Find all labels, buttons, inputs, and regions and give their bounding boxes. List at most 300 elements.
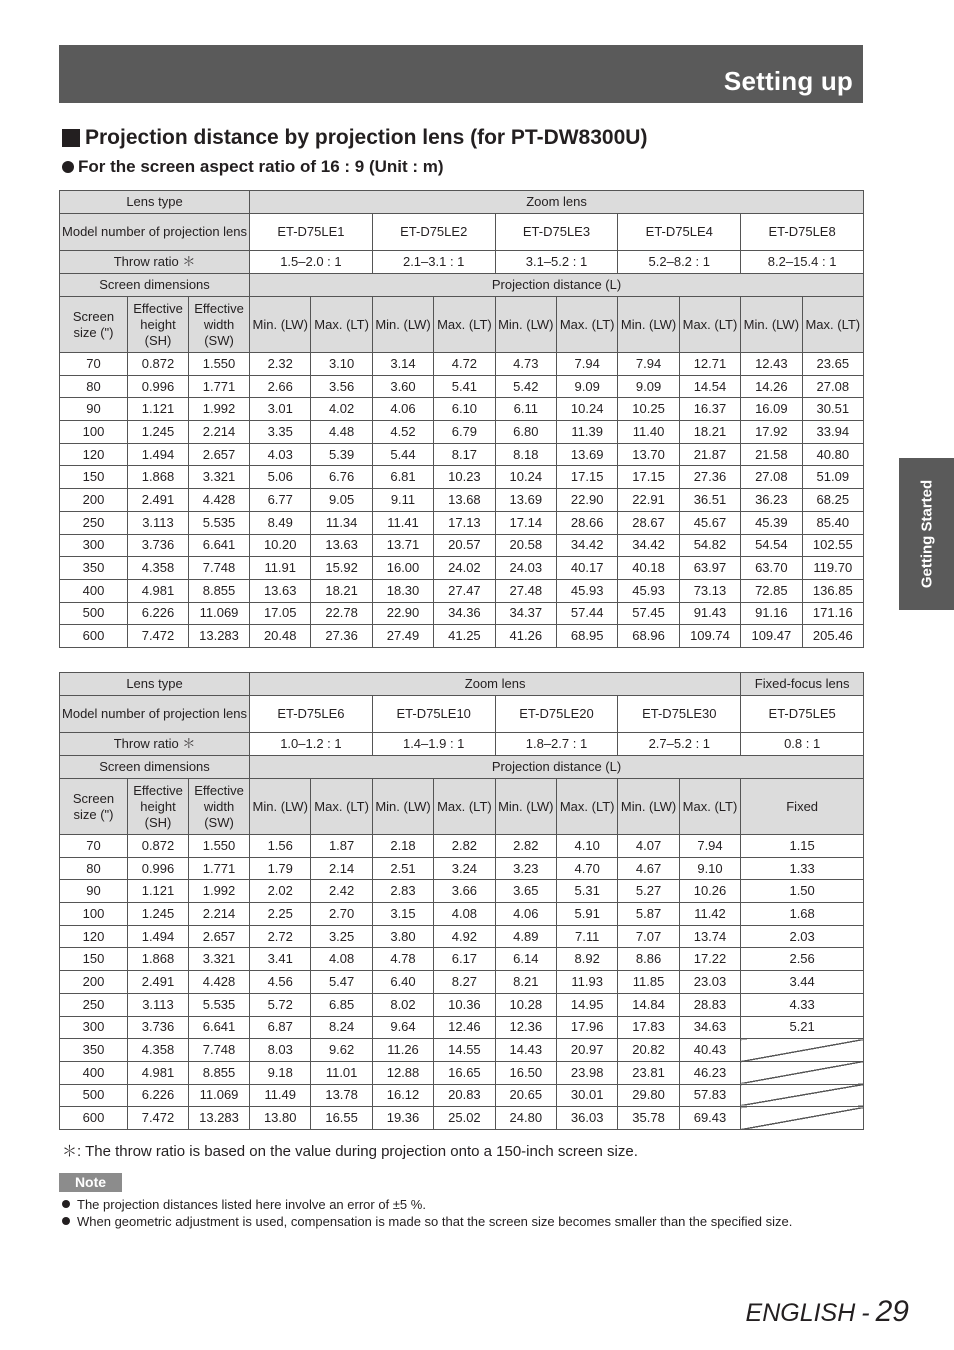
effective-width-header: Effective width (SW) bbox=[189, 297, 250, 353]
table-cell: 0.996 bbox=[128, 375, 189, 398]
table-cell: 5.39 bbox=[311, 443, 372, 466]
projection-table-2 bbox=[59, 672, 864, 1130]
table-cell: 29.80 bbox=[618, 1084, 679, 1107]
table-cell: 6.11 bbox=[495, 398, 556, 421]
table-cell: 23.98 bbox=[556, 1061, 617, 1084]
throw-ratio-header: Throw ratio ＊ bbox=[60, 251, 250, 274]
note-item-text: When geometric adjustment is used, compensation is made so that the screen size becomes smaller than the specified size. bbox=[77, 1214, 793, 1229]
table-row bbox=[60, 1107, 864, 1130]
table-cell: 33.94 bbox=[802, 421, 864, 444]
table-cell: 8.17 bbox=[434, 443, 495, 466]
table-cell: 16.12 bbox=[372, 1084, 433, 1107]
table-cell: 16.37 bbox=[679, 398, 740, 421]
table-cell: 20.83 bbox=[434, 1084, 495, 1107]
table-cell: 11.26 bbox=[372, 1039, 433, 1062]
table-cell: 17.14 bbox=[495, 511, 556, 534]
table-cell: 22.90 bbox=[556, 489, 617, 512]
table-cell: 1.550 bbox=[189, 835, 250, 858]
table-cell: 69.43 bbox=[679, 1107, 740, 1130]
screen-dimensions-header: Screen dimensions bbox=[60, 756, 250, 779]
table-cell: 6.79 bbox=[434, 421, 495, 444]
table-cell: 68.25 bbox=[802, 489, 864, 512]
table-cell: 1.33 bbox=[741, 857, 864, 880]
table-cell: 6.76 bbox=[311, 466, 372, 489]
table-cell: 8.18 bbox=[495, 443, 556, 466]
table-cell: 13.78 bbox=[311, 1084, 372, 1107]
table-cell: 4.428 bbox=[189, 489, 250, 512]
screen-size-cell: 150 bbox=[60, 948, 128, 971]
max-header: Max. (LT) bbox=[679, 297, 740, 353]
max-header: Max. (LT) bbox=[311, 779, 372, 835]
table-cell: 11.85 bbox=[618, 971, 679, 994]
screen-size-cell: 90 bbox=[60, 880, 128, 903]
side-tab-label: Getting Started bbox=[918, 479, 935, 589]
table-cell: 4.67 bbox=[618, 857, 679, 880]
table-cell: 1.494 bbox=[128, 443, 189, 466]
table-cell: 10.26 bbox=[679, 880, 740, 903]
screen-size-cell: 500 bbox=[60, 602, 128, 625]
table-cell: 7.748 bbox=[189, 557, 250, 580]
effective-width-header: Effective width (SW) bbox=[189, 779, 250, 835]
table-cell: 8.21 bbox=[495, 971, 556, 994]
projection-table-1 bbox=[59, 190, 864, 648]
table-cell: 7.94 bbox=[556, 353, 617, 376]
throw-ratio-cell: 0.8 : 1 bbox=[741, 733, 864, 756]
table-cell: 5.87 bbox=[618, 903, 679, 926]
table-cell: 6.40 bbox=[372, 971, 433, 994]
bullet-icon bbox=[62, 1217, 70, 1225]
table-cell: 30.01 bbox=[556, 1084, 617, 1107]
table-cell: 22.90 bbox=[372, 602, 433, 625]
table-cell: 40.18 bbox=[618, 557, 679, 580]
table-row bbox=[60, 1061, 864, 1084]
table-row bbox=[60, 1084, 864, 1107]
table-cell: 2.14 bbox=[311, 857, 372, 880]
table-cell: 136.85 bbox=[802, 579, 864, 602]
model-number-header: Model number of projection lens bbox=[60, 214, 250, 251]
table-cell: 40.17 bbox=[556, 557, 617, 580]
table-cell: 4.56 bbox=[250, 971, 311, 994]
table-cell: 5.44 bbox=[372, 443, 433, 466]
table-cell: 63.97 bbox=[679, 557, 740, 580]
min-header: Min. (LW) bbox=[618, 297, 679, 353]
table-cell: 2.657 bbox=[189, 443, 250, 466]
min-header: Min. (LW) bbox=[372, 297, 433, 353]
table-cell: 20.65 bbox=[495, 1084, 556, 1107]
table-cell: 8.855 bbox=[189, 1061, 250, 1084]
screen-size-cell: 120 bbox=[60, 925, 128, 948]
screen-size-cell: 80 bbox=[60, 375, 128, 398]
zoom-lens-header: Zoom lens bbox=[250, 673, 741, 696]
throw-ratio-footnote: ＊: The throw ratio is based on the value during projection onto a 150-inch screen size. bbox=[62, 1143, 638, 1160]
table-cell: 4.72 bbox=[434, 353, 495, 376]
table-cell: 24.02 bbox=[434, 557, 495, 580]
table-cell: 20.97 bbox=[556, 1039, 617, 1062]
table-cell: 1.79 bbox=[250, 857, 311, 880]
table-cell: 10.28 bbox=[495, 993, 556, 1016]
table-cell: 18.21 bbox=[679, 421, 740, 444]
fixed-focus-header: Fixed-focus lens bbox=[741, 673, 864, 696]
table-cell: 34.42 bbox=[618, 534, 679, 557]
footer-separator: - bbox=[861, 1299, 870, 1327]
screen-size-cell: 70 bbox=[60, 353, 128, 376]
screen-size-cell: 100 bbox=[60, 421, 128, 444]
screen-size-header: Screen size (") bbox=[60, 297, 128, 353]
table-cell: 3.66 bbox=[434, 880, 495, 903]
max-header: Max. (LT) bbox=[311, 297, 372, 353]
table-cell: 3.35 bbox=[250, 421, 311, 444]
table-cell: 45.67 bbox=[679, 511, 740, 534]
not-applicable-cell bbox=[741, 1084, 864, 1107]
table-cell: 119.70 bbox=[802, 557, 864, 580]
table-row bbox=[60, 421, 864, 444]
table-cell: 22.78 bbox=[311, 602, 372, 625]
table-cell: 2.66 bbox=[250, 375, 311, 398]
table-cell: 6.14 bbox=[495, 948, 556, 971]
table-cell: 20.58 bbox=[495, 534, 556, 557]
screen-size-cell: 300 bbox=[60, 534, 128, 557]
header-title: Setting up bbox=[723, 66, 853, 96]
screen-size-cell: 500 bbox=[60, 1084, 128, 1107]
table-cell: 54.82 bbox=[679, 534, 740, 557]
table-row bbox=[60, 1016, 864, 1039]
table-cell: 3.56 bbox=[311, 375, 372, 398]
table-cell: 6.87 bbox=[250, 1016, 311, 1039]
table-cell: 6.17 bbox=[434, 948, 495, 971]
table-cell: 5.535 bbox=[189, 993, 250, 1016]
throw-ratio-cell: 3.1–5.2 : 1 bbox=[495, 251, 618, 274]
table-cell: 30.51 bbox=[802, 398, 864, 421]
min-header: Min. (LW) bbox=[741, 297, 802, 353]
model-cell: ET-D75LE30 bbox=[618, 696, 741, 733]
not-applicable-cell bbox=[741, 1107, 864, 1130]
table-cell: 73.13 bbox=[679, 579, 740, 602]
table-row bbox=[60, 903, 864, 926]
table-cell: 10.36 bbox=[434, 993, 495, 1016]
not-applicable-cell bbox=[741, 1061, 864, 1084]
table-cell: 16.65 bbox=[434, 1061, 495, 1084]
table-cell: 11.91 bbox=[250, 557, 311, 580]
table-cell: 11.40 bbox=[618, 421, 679, 444]
table-cell: 34.36 bbox=[434, 602, 495, 625]
table-cell: 3.41 bbox=[250, 948, 311, 971]
model-number-header: Model number of projection lens bbox=[60, 696, 250, 733]
table-cell: 2.70 bbox=[311, 903, 372, 926]
screen-size-cell: 100 bbox=[60, 903, 128, 926]
table-cell: 6.10 bbox=[434, 398, 495, 421]
table-cell: 10.23 bbox=[434, 466, 495, 489]
table-cell: 5.06 bbox=[250, 466, 311, 489]
max-header: Max. (LT) bbox=[679, 779, 740, 835]
table-cell: 1.121 bbox=[128, 398, 189, 421]
footer-language: ENGLISH bbox=[745, 1299, 856, 1327]
lens-type-header: Lens type bbox=[60, 191, 250, 214]
table-cell: 6.641 bbox=[189, 1016, 250, 1039]
table-cell: 4.358 bbox=[128, 557, 189, 580]
table-cell: 3.24 bbox=[434, 857, 495, 880]
table-cell: 2.491 bbox=[128, 971, 189, 994]
table-cell: 91.43 bbox=[679, 602, 740, 625]
table-cell: 18.21 bbox=[311, 579, 372, 602]
table-cell: 57.44 bbox=[556, 602, 617, 625]
table-cell: 10.25 bbox=[618, 398, 679, 421]
table-cell: 51.09 bbox=[802, 466, 864, 489]
table-cell: 4.52 bbox=[372, 421, 433, 444]
table-cell: 13.74 bbox=[679, 925, 740, 948]
table-cell: 5.21 bbox=[741, 1016, 864, 1039]
table-cell: 2.214 bbox=[189, 421, 250, 444]
table-cell: 2.82 bbox=[434, 835, 495, 858]
table-cell: 2.51 bbox=[372, 857, 433, 880]
table-cell: 63.70 bbox=[741, 557, 802, 580]
screen-size-cell: 200 bbox=[60, 489, 128, 512]
table-cell: 13.63 bbox=[250, 579, 311, 602]
table-cell: 1.550 bbox=[189, 353, 250, 376]
table-cell: 8.27 bbox=[434, 971, 495, 994]
table-cell: 17.05 bbox=[250, 602, 311, 625]
table-cell: 1.245 bbox=[128, 903, 189, 926]
throw-ratio-cell: 5.2–8.2 : 1 bbox=[618, 251, 741, 274]
table-cell: 1.87 bbox=[311, 835, 372, 858]
table-cell: 27.49 bbox=[372, 625, 433, 648]
table-cell: 16.55 bbox=[311, 1107, 372, 1130]
table-row bbox=[60, 557, 864, 580]
min-header: Min. (LW) bbox=[250, 779, 311, 835]
table-cell: 7.748 bbox=[189, 1039, 250, 1062]
table-cell: 11.069 bbox=[189, 602, 250, 625]
table-cell: 3.23 bbox=[495, 857, 556, 880]
fixed-header: Fixed bbox=[741, 779, 864, 835]
header-bar bbox=[59, 45, 863, 103]
table-cell: 12.88 bbox=[372, 1061, 433, 1084]
min-header: Min. (LW) bbox=[250, 297, 311, 353]
table-cell: 4.03 bbox=[250, 443, 311, 466]
table-cell: 12.36 bbox=[495, 1016, 556, 1039]
table-cell: 4.358 bbox=[128, 1039, 189, 1062]
screen-size-header: Screen size (") bbox=[60, 779, 128, 835]
screen-size-cell: 70 bbox=[60, 835, 128, 858]
table-cell: 14.43 bbox=[495, 1039, 556, 1062]
model-cell: ET-D75LE4 bbox=[618, 214, 741, 251]
table-cell: 10.24 bbox=[495, 466, 556, 489]
table-cell: 4.73 bbox=[495, 353, 556, 376]
table-cell: 34.63 bbox=[679, 1016, 740, 1039]
table-cell: 18.30 bbox=[372, 579, 433, 602]
table-cell: 27.48 bbox=[495, 579, 556, 602]
table-cell: 5.47 bbox=[311, 971, 372, 994]
table-cell: 5.42 bbox=[495, 375, 556, 398]
table-row bbox=[60, 625, 864, 648]
table-cell: 85.40 bbox=[802, 511, 864, 534]
table-row bbox=[60, 880, 864, 903]
table-cell: 102.55 bbox=[802, 534, 864, 557]
max-header: Max. (LT) bbox=[556, 779, 617, 835]
table-cell: 21.87 bbox=[679, 443, 740, 466]
table-cell: 2.02 bbox=[250, 880, 311, 903]
table-cell: 13.283 bbox=[189, 1107, 250, 1130]
throw-ratio-header: Throw ratio ＊ bbox=[60, 733, 250, 756]
table-row bbox=[60, 993, 864, 1016]
table-cell: 23.65 bbox=[802, 353, 864, 376]
table-cell: 17.22 bbox=[679, 948, 740, 971]
table-row bbox=[60, 443, 864, 466]
circle-bullet-icon bbox=[62, 161, 74, 173]
table-cell: 16.50 bbox=[495, 1061, 556, 1084]
table-row bbox=[60, 925, 864, 948]
table-cell: 1.121 bbox=[128, 880, 189, 903]
table-cell: 28.83 bbox=[679, 993, 740, 1016]
effective-height-header: Effective height (SH) bbox=[128, 779, 189, 835]
table-cell: 2.83 bbox=[372, 880, 433, 903]
table-cell: 2.03 bbox=[741, 925, 864, 948]
table-cell: 4.48 bbox=[311, 421, 372, 444]
table-cell: 3.01 bbox=[250, 398, 311, 421]
effective-height-header: Effective height (SH) bbox=[128, 297, 189, 353]
screen-size-cell: 300 bbox=[60, 1016, 128, 1039]
table-cell: 68.95 bbox=[556, 625, 617, 648]
table-cell: 3.15 bbox=[372, 903, 433, 926]
model-cell: ET-D75LE6 bbox=[250, 696, 373, 733]
table-cell: 1.245 bbox=[128, 421, 189, 444]
table-cell: 5.535 bbox=[189, 511, 250, 534]
screen-size-cell: 250 bbox=[60, 993, 128, 1016]
table-cell: 45.93 bbox=[618, 579, 679, 602]
note-item bbox=[62, 1213, 852, 1230]
table-cell: 6.226 bbox=[128, 1084, 189, 1107]
model-cell: ET-D75LE20 bbox=[495, 696, 618, 733]
table-cell: 2.25 bbox=[250, 903, 311, 926]
table-cell: 3.113 bbox=[128, 993, 189, 1016]
table-cell: 19.36 bbox=[372, 1107, 433, 1130]
table-row bbox=[60, 857, 864, 880]
table-cell: 2.42 bbox=[311, 880, 372, 903]
screen-size-cell: 80 bbox=[60, 857, 128, 880]
square-bullet-icon bbox=[62, 129, 80, 147]
model-cell: ET-D75LE3 bbox=[495, 214, 618, 251]
table-cell: 13.283 bbox=[189, 625, 250, 648]
projection-distance-header: Projection distance (L) bbox=[250, 274, 864, 297]
table-cell: 13.70 bbox=[618, 443, 679, 466]
side-tab-getting-started bbox=[899, 458, 954, 610]
table-1-body bbox=[60, 353, 864, 648]
table-cell: 11.01 bbox=[311, 1061, 372, 1084]
table-cell: 40.80 bbox=[802, 443, 864, 466]
table-cell: 109.47 bbox=[741, 625, 802, 648]
table-cell: 24.80 bbox=[495, 1107, 556, 1130]
table-cell: 35.78 bbox=[618, 1107, 679, 1130]
table-cell: 41.26 bbox=[495, 625, 556, 648]
table-cell: 1.56 bbox=[250, 835, 311, 858]
table-cell: 57.83 bbox=[679, 1084, 740, 1107]
table-cell: 13.69 bbox=[556, 443, 617, 466]
table-cell: 3.10 bbox=[311, 353, 372, 376]
table-cell: 8.49 bbox=[250, 511, 311, 534]
table-2-body bbox=[60, 835, 864, 1130]
table-cell: 1.494 bbox=[128, 925, 189, 948]
page-footer bbox=[746, 1295, 909, 1329]
table-cell: 4.08 bbox=[434, 903, 495, 926]
table-cell: 4.981 bbox=[128, 1061, 189, 1084]
table-cell: 41.25 bbox=[434, 625, 495, 648]
table-cell: 2.214 bbox=[189, 903, 250, 926]
table-cell: 11.42 bbox=[679, 903, 740, 926]
table-cell: 20.57 bbox=[434, 534, 495, 557]
table-cell: 17.13 bbox=[434, 511, 495, 534]
table-row bbox=[60, 971, 864, 994]
table-cell: 5.31 bbox=[556, 880, 617, 903]
table-cell: 17.92 bbox=[741, 421, 802, 444]
table-cell: 17.15 bbox=[618, 466, 679, 489]
table-cell: 4.428 bbox=[189, 971, 250, 994]
min-header: Min. (LW) bbox=[495, 297, 556, 353]
screen-size-cell: 600 bbox=[60, 625, 128, 648]
table-cell: 7.472 bbox=[128, 1107, 189, 1130]
table-cell: 3.736 bbox=[128, 534, 189, 557]
table-row bbox=[60, 375, 864, 398]
max-header: Max. (LT) bbox=[434, 779, 495, 835]
table-cell: 3.321 bbox=[189, 948, 250, 971]
table-cell: 109.74 bbox=[679, 625, 740, 648]
table-row bbox=[60, 466, 864, 489]
table-row bbox=[60, 534, 864, 557]
table-cell: 11.41 bbox=[372, 511, 433, 534]
throw-ratio-cell: 8.2–15.4 : 1 bbox=[741, 251, 864, 274]
table-cell: 16.00 bbox=[372, 557, 433, 580]
table-cell: 8.03 bbox=[250, 1039, 311, 1062]
table-cell: 21.58 bbox=[741, 443, 802, 466]
table-cell: 23.81 bbox=[618, 1061, 679, 1084]
min-header: Min. (LW) bbox=[495, 779, 556, 835]
table-cell: 9.18 bbox=[250, 1061, 311, 1084]
table-cell: 205.46 bbox=[802, 625, 864, 648]
table-cell: 2.56 bbox=[741, 948, 864, 971]
table-cell: 1.868 bbox=[128, 948, 189, 971]
table-cell: 28.66 bbox=[556, 511, 617, 534]
sub-title bbox=[62, 156, 444, 178]
sub-title-text: For the screen aspect ratio of 16 : 9 (Unit : m) bbox=[78, 157, 444, 176]
table-cell: 14.55 bbox=[434, 1039, 495, 1062]
table-cell: 13.63 bbox=[311, 534, 372, 557]
table-cell: 4.92 bbox=[434, 925, 495, 948]
table-cell: 4.08 bbox=[311, 948, 372, 971]
table-cell: 23.03 bbox=[679, 971, 740, 994]
table-cell: 1.771 bbox=[189, 375, 250, 398]
table-cell: 3.14 bbox=[372, 353, 433, 376]
throw-ratio-cell: 2.7–5.2 : 1 bbox=[618, 733, 741, 756]
table-cell: 13.69 bbox=[495, 489, 556, 512]
table-cell: 13.80 bbox=[250, 1107, 311, 1130]
table-cell: 7.07 bbox=[618, 925, 679, 948]
throw-ratio-cell: 1.0–1.2 : 1 bbox=[250, 733, 373, 756]
table-cell: 27.36 bbox=[679, 466, 740, 489]
table-cell: 12.46 bbox=[434, 1016, 495, 1039]
table-cell: 6.226 bbox=[128, 602, 189, 625]
table-cell: 1.992 bbox=[189, 880, 250, 903]
table-cell: 7.472 bbox=[128, 625, 189, 648]
throw-ratio-cell: 1.4–1.9 : 1 bbox=[372, 733, 495, 756]
screen-size-cell: 150 bbox=[60, 466, 128, 489]
table-cell: 2.18 bbox=[372, 835, 433, 858]
table-cell: 25.02 bbox=[434, 1107, 495, 1130]
table-cell: 36.03 bbox=[556, 1107, 617, 1130]
table-cell: 68.96 bbox=[618, 625, 679, 648]
table-cell: 8.86 bbox=[618, 948, 679, 971]
min-header: Min. (LW) bbox=[618, 779, 679, 835]
table-cell: 11.39 bbox=[556, 421, 617, 444]
table-cell: 4.78 bbox=[372, 948, 433, 971]
table-cell: 1.15 bbox=[741, 835, 864, 858]
table-cell: 9.64 bbox=[372, 1016, 433, 1039]
